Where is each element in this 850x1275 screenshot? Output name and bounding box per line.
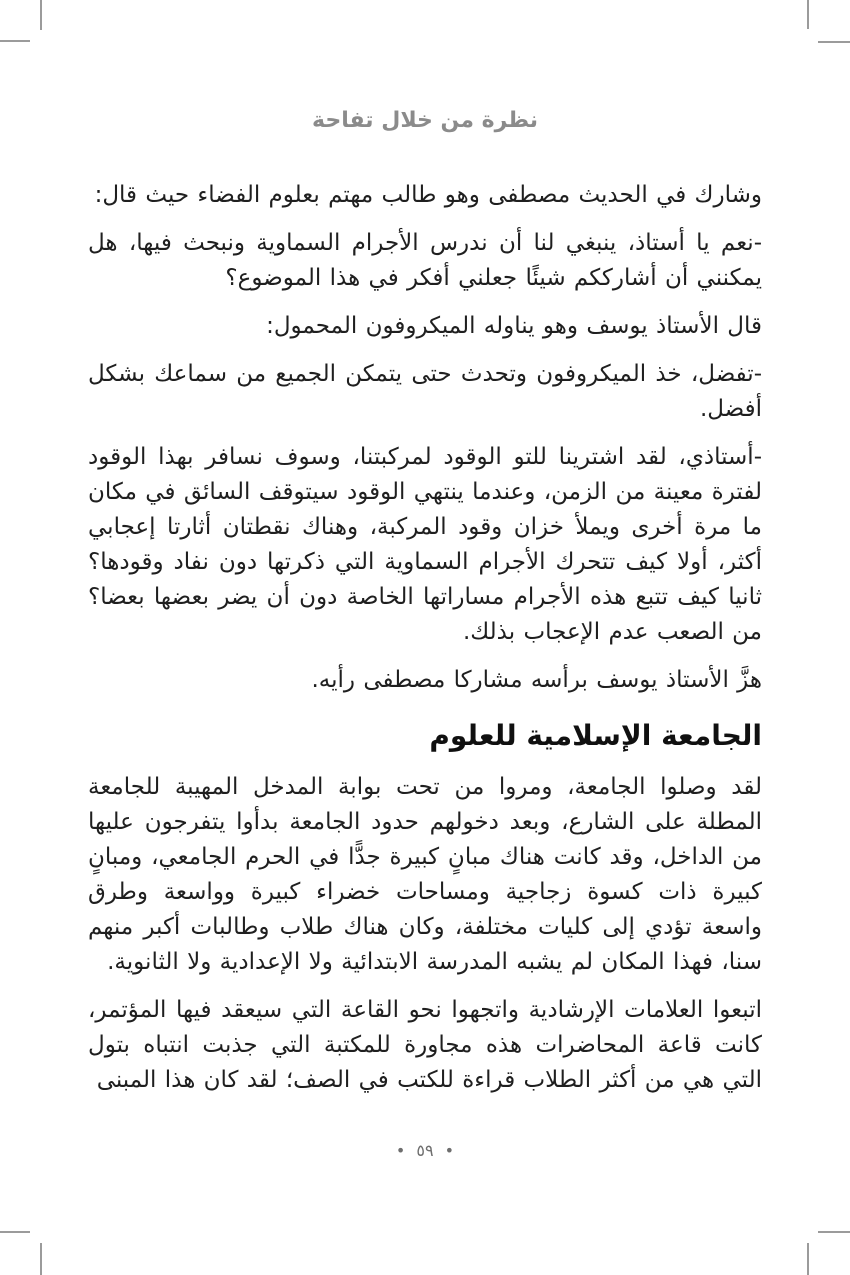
paragraph-dialogue: -نعم يا أستاذ، ينبغي لنا أن ندرس الأجرام السماوية ونبحث فيها، هل يمكنني أن أشارككم شيئًا جعلني أفكر في هذا الموضوع؟: [88, 230, 762, 291]
paragraph-dialogue: -أستاذي، لقد اشترينا للتو الوقود لمركبتنا، وسوف نسافر بهذا الوقود لفترة معينة من الزمن، وعندما ينتهي الوقود سيتوقف السائق في مكان ما مرة أخرى ويملأ خزان وقود المركبة، وهناك نقطتان أثارتا إعجابي أكثر، أولا كيف تتحرك الأجرام السماوية التي ذكرتها دون نفاد وقودها؟ ثانيا كيف تتبع هذه الأجرام مساراتها الخاصة دون أن يضر بعضها بعضا؟ من الصعب عدم الإعجاب بذلك.: [88, 444, 762, 645]
paragraph-dialogue: -تفضل، خذ الميكروفون وتحدث حتى يتمكن الجميع من سماعك بشكل أفضل.: [88, 361, 762, 422]
crop-mark-top-left-horizontal: [0, 40, 30, 42]
crop-mark-bottom-right-horizontal: [818, 1231, 850, 1233]
crop-mark-bottom-left-vertical: [40, 1243, 42, 1275]
crop-mark-bottom-right-vertical: [807, 1243, 809, 1275]
paragraph: هزَّ الأستاذ يوسف برأسه مشاركا مصطفى رأيه.: [311, 667, 762, 693]
paragraph: قال الأستاذ يوسف وهو يناوله الميكروفون المحمول:: [266, 313, 762, 339]
crop-mark-top-left-vertical: [40, 0, 42, 30]
crop-mark-top-right-horizontal: [818, 41, 850, 43]
page-number: • ٥٩ •: [395, 1141, 455, 1160]
paragraph: وشارك في الحديث مصطفى وهو طالب مهتم بعلوم الفضاء حيث قال:: [94, 182, 762, 208]
crop-mark-top-right-vertical: [807, 0, 809, 29]
text-column: [88, 0, 762, 1111]
paragraph: اتبعوا العلامات الإرشادية واتجهوا نحو القاعة التي سيعقد فيها المؤتمر، كانت قاعة المحاضرات هذه مجاورة للمكتبة التي جذبت انتباه بتول التي هي من أكثر الطلاب قراءة للكتب في الصف؛ لقد كان هذا المبنى: [88, 997, 762, 1093]
chapter-title: نظرة من خلال تفاحة: [312, 108, 538, 133]
section-heading: الجامعة الإسلامية للعلوم: [429, 719, 762, 752]
paragraph: لقد وصلوا الجامعة، ومروا من تحت بوابة المدخل المهيبة للجامعة المطلة على الشارع، وبعد دخولهم حدود الجامعة بدأوا يتفرجون عليها من الداخل، وقد كانت هناك مبانٍ كبيرة جدًّا في الحرم الجامعي، ومبانٍ كبيرة ذات كسوة زجاجية ومساحات خضراء كبيرة وواسعة وطرق واسعة تؤدي إلى كليات مختلفة، وكان هناك طلاب وطالبات أكبر منهم سنا، فهذا المكان لم يشبه المدرسة الابتدائية ولا الإعدادية ولا الثانوية.: [88, 774, 762, 975]
crop-mark-bottom-left-horizontal: [0, 1231, 30, 1233]
